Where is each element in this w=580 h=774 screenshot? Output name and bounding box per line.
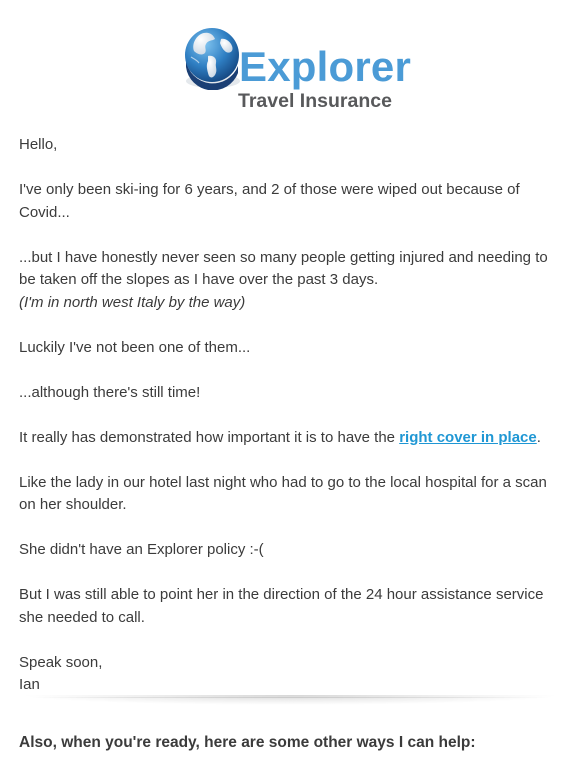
signature: Ian <box>19 676 40 693</box>
signoff-block <box>19 652 564 697</box>
cover-period: . <box>536 428 541 446</box>
email-body <box>19 134 564 697</box>
paragraph-skiing: I've only been ski-ing for 6 years, and 2 of those were wiped out because of Covid... <box>19 181 520 221</box>
logo-subtitle: Travel Insurance <box>238 90 392 112</box>
location-aside: (I'm in north west Italy by the way) <box>19 293 246 311</box>
paragraph-no-policy: She didn't have an Explorer policy :-( <box>19 541 264 558</box>
section-divider <box>30 697 550 698</box>
cover-text: It really has demonstrated how important it is to have the <box>19 428 400 446</box>
logo-title: Explorer <box>239 43 411 90</box>
paragraph-assistance: But I was still able to point her in the direction of the 24 hour assistance service she needed to call. <box>19 586 544 626</box>
paragraph-luckily: Luckily I've not been one of them... <box>19 338 251 356</box>
paragraph-injuries <box>19 247 564 315</box>
help-section-heading: Also, when you're ready, here are some other ways I can help: <box>19 734 476 751</box>
email-header <box>0 0 580 110</box>
paragraph-cover <box>19 427 564 450</box>
explorer-logo[interactable] <box>180 26 411 112</box>
paragraph-hotel-lady: Like the lady in our hotel last night who had to go to the local hospital for a scan on her shoulder. <box>19 473 547 513</box>
paragraph-still-time: ...although there's still time! <box>19 383 201 401</box>
signoff: Speak soon, <box>19 653 103 671</box>
greeting: Hello, <box>19 136 58 153</box>
globe-icon <box>180 26 244 90</box>
right-cover-link[interactable]: right cover in place <box>399 428 537 446</box>
paragraph-injuries-text: ...but I have honestly never seen so many people getting injured and needing to be taken off the slopes as I have over the past 3 days. <box>19 248 548 288</box>
